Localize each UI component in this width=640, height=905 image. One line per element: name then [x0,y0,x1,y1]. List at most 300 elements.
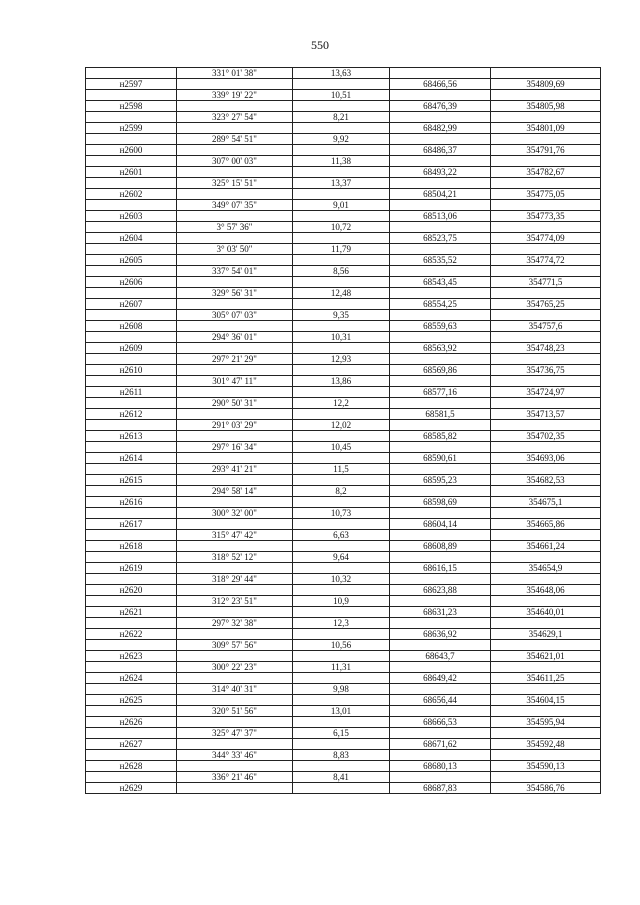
empty-cell [86,772,177,783]
segment-row [86,156,601,167]
y-coordinate-cell: 354621,01 [491,651,601,662]
segment-row [86,640,601,651]
empty-cell [390,310,491,321]
empty-cell [86,266,177,277]
segment-row [86,684,601,695]
empty-cell [177,101,293,112]
empty-cell [390,640,491,651]
empty-cell [390,90,491,101]
empty-cell [491,222,601,233]
empty-cell [86,464,177,475]
empty-cell [86,200,177,211]
direction-angle-cell: 349° 07' 35" [177,200,293,211]
empty-cell [177,409,293,420]
point-row [86,431,601,442]
y-coordinate-cell: 354809,69 [491,79,601,90]
empty-cell [491,706,601,717]
point-id-cell: н2614 [86,453,177,464]
segment-row [86,618,601,629]
length-cell: 10,31 [293,332,390,343]
x-coordinate-cell: 68687,83 [390,783,491,794]
length-cell: 9,35 [293,310,390,321]
point-row [86,453,601,464]
empty-cell [177,123,293,134]
empty-cell [293,189,390,200]
x-coordinate-cell: 68656,44 [390,695,491,706]
point-id-cell: н2600 [86,145,177,156]
empty-cell [86,684,177,695]
empty-cell [390,728,491,739]
empty-cell [293,233,390,244]
segment-row [86,750,601,761]
x-coordinate-cell: 68585,82 [390,431,491,442]
empty-cell [293,761,390,772]
point-row [86,123,601,134]
empty-cell [177,343,293,354]
point-id-cell: н2598 [86,101,177,112]
empty-cell [293,123,390,134]
empty-cell [491,398,601,409]
length-cell: 9,98 [293,684,390,695]
empty-cell [390,574,491,585]
y-coordinate-cell: 354774,72 [491,255,601,266]
empty-cell [86,134,177,145]
y-coordinate-cell: 354736,75 [491,365,601,376]
y-coordinate-cell: 354654,9 [491,563,601,574]
segment-row [86,442,601,453]
point-id-cell: н2602 [86,189,177,200]
point-row [86,145,601,156]
empty-cell [491,310,601,321]
direction-angle-cell: 318° 52' 12" [177,552,293,563]
x-coordinate-cell: 68581,5 [390,409,491,420]
empty-cell [293,321,390,332]
point-row [86,783,601,794]
point-row [86,607,601,618]
point-id-cell: н2597 [86,79,177,90]
x-coordinate-cell: 68504,21 [390,189,491,200]
segment-row [86,706,601,717]
y-coordinate-cell: 354748,23 [491,343,601,354]
x-coordinate-cell: 68559,63 [390,321,491,332]
y-coordinate-cell: 354661,24 [491,541,601,552]
empty-cell [491,640,601,651]
empty-cell [491,662,601,673]
length-cell: 10,9 [293,596,390,607]
y-coordinate-cell: 354782,67 [491,167,601,178]
y-coordinate-cell: 354775,05 [491,189,601,200]
x-coordinate-cell: 68543,45 [390,277,491,288]
x-coordinate-cell: 68466,56 [390,79,491,90]
length-cell: 10,73 [293,508,390,519]
x-coordinate-cell: 68563,92 [390,343,491,354]
empty-cell [86,552,177,563]
direction-angle-cell: 325° 47' 37" [177,728,293,739]
point-row [86,299,601,310]
length-cell: 8,83 [293,750,390,761]
point-row [86,255,601,266]
x-coordinate-cell: 68569,86 [390,365,491,376]
empty-cell [390,596,491,607]
empty-cell [390,772,491,783]
empty-cell [491,156,601,167]
x-coordinate-cell: 68523,75 [390,233,491,244]
empty-cell [491,508,601,519]
y-coordinate-cell: 354675,1 [491,497,601,508]
empty-cell [491,354,601,365]
empty-cell [177,365,293,376]
y-coordinate-cell: 354592,48 [491,739,601,750]
empty-cell [293,453,390,464]
empty-cell [390,530,491,541]
point-row [86,365,601,376]
length-cell: 10,72 [293,222,390,233]
empty-cell [177,607,293,618]
length-cell: 13,63 [293,68,390,79]
empty-cell [86,420,177,431]
length-cell: 10,45 [293,442,390,453]
segment-row [86,728,601,739]
empty-cell [491,442,601,453]
point-row [86,387,601,398]
y-coordinate-cell: 354586,76 [491,783,601,794]
segment-row [86,222,601,233]
empty-cell [177,189,293,200]
point-id-cell: н2607 [86,299,177,310]
empty-cell [177,475,293,486]
direction-angle-cell: 300° 32' 00" [177,508,293,519]
empty-cell [177,79,293,90]
point-row [86,321,601,332]
direction-angle-cell: 3° 57' 36" [177,222,293,233]
empty-cell [491,596,601,607]
point-id-cell: н2617 [86,519,177,530]
length-cell: 8,41 [293,772,390,783]
coordinates-table-body [86,68,601,794]
point-id-cell: н2620 [86,585,177,596]
empty-cell [293,145,390,156]
point-row [86,79,601,90]
empty-cell [390,332,491,343]
point-row [86,541,601,552]
segment-row [86,530,601,541]
empty-cell [293,629,390,640]
empty-cell [491,134,601,145]
empty-cell [86,112,177,123]
empty-cell [390,354,491,365]
empty-cell [390,618,491,629]
page-number: 550 [311,38,329,52]
point-id-cell: н2622 [86,629,177,640]
point-row [86,761,601,772]
y-coordinate-cell: 354791,76 [491,145,601,156]
point-id-cell: н2606 [86,277,177,288]
x-coordinate-cell: 68598,69 [390,497,491,508]
point-row [86,717,601,728]
empty-cell [86,288,177,299]
y-coordinate-cell: 354640,01 [491,607,601,618]
empty-cell [86,750,177,761]
length-cell: 12,48 [293,288,390,299]
empty-cell [293,101,390,112]
y-coordinate-cell: 354702,35 [491,431,601,442]
x-coordinate-cell: 68595,23 [390,475,491,486]
empty-cell [293,365,390,376]
segment-row [86,332,601,343]
empty-cell [293,563,390,574]
empty-cell [177,277,293,288]
point-id-cell: н2613 [86,431,177,442]
empty-cell [293,541,390,552]
direction-angle-cell: 290° 50' 31" [177,398,293,409]
empty-cell [491,618,601,629]
empty-cell [390,706,491,717]
empty-cell [86,618,177,629]
y-coordinate-cell: 354693,06 [491,453,601,464]
empty-cell [390,662,491,673]
x-coordinate-cell: 68631,23 [390,607,491,618]
direction-angle-cell: 307° 00' 03" [177,156,293,167]
empty-cell [390,244,491,255]
x-coordinate-cell: 68643,7 [390,651,491,662]
y-coordinate-cell: 354774,09 [491,233,601,244]
direction-angle-cell: 305° 07' 03" [177,310,293,321]
empty-cell [293,431,390,442]
empty-cell [491,376,601,387]
x-coordinate-cell: 68590,61 [390,453,491,464]
empty-cell [177,519,293,530]
empty-cell [86,354,177,365]
segment-row [86,398,601,409]
direction-angle-cell: 312° 23' 51" [177,596,293,607]
x-coordinate-cell: 68482,99 [390,123,491,134]
empty-cell [177,563,293,574]
segment-row [86,552,601,563]
y-coordinate-cell: 354771,5 [491,277,601,288]
segment-row [86,178,601,189]
point-row [86,409,601,420]
y-coordinate-cell: 354648,06 [491,585,601,596]
direction-angle-cell: 289° 54' 51" [177,134,293,145]
empty-cell [177,541,293,552]
segment-row [86,376,601,387]
x-coordinate-cell: 68680,13 [390,761,491,772]
segment-row [86,266,601,277]
y-coordinate-cell: 354682,53 [491,475,601,486]
empty-cell [177,145,293,156]
empty-cell [390,442,491,453]
length-cell: 11,79 [293,244,390,255]
segment-row [86,574,601,585]
empty-cell [293,519,390,530]
empty-cell [390,376,491,387]
length-cell: 10,51 [293,90,390,101]
empty-cell [491,464,601,475]
point-id-cell: н2611 [86,387,177,398]
x-coordinate-cell: 68608,89 [390,541,491,552]
point-id-cell: н2629 [86,783,177,794]
direction-angle-cell: 294° 36' 01" [177,332,293,343]
x-coordinate-cell: 68604,14 [390,519,491,530]
length-cell: 10,56 [293,640,390,651]
direction-angle-cell: 329° 56' 31" [177,288,293,299]
empty-cell [491,90,601,101]
empty-cell [293,497,390,508]
segment-row [86,354,601,365]
y-coordinate-cell: 354713,57 [491,409,601,420]
empty-cell [293,387,390,398]
length-cell: 10,32 [293,574,390,585]
empty-cell [86,398,177,409]
empty-cell [390,266,491,277]
x-coordinate-cell: 68616,15 [390,563,491,574]
empty-cell [86,178,177,189]
empty-cell [491,552,601,563]
empty-cell [491,266,601,277]
empty-cell [293,475,390,486]
empty-cell [86,310,177,321]
empty-cell [390,552,491,563]
segment-row [86,200,601,211]
empty-cell [390,684,491,695]
empty-cell [86,90,177,101]
point-id-cell: н2605 [86,255,177,266]
direction-angle-cell: 325° 15' 51" [177,178,293,189]
point-id-cell: н2628 [86,761,177,772]
direction-angle-cell: 301° 47' 11" [177,376,293,387]
point-id-cell: н2625 [86,695,177,706]
direction-angle-cell: 339° 19' 22" [177,90,293,101]
empty-cell [293,211,390,222]
length-cell: 11,31 [293,662,390,673]
point-row [86,585,601,596]
empty-cell [491,530,601,541]
point-id-cell: н2616 [86,497,177,508]
empty-cell [293,409,390,420]
length-cell: 13,37 [293,178,390,189]
empty-cell [293,783,390,794]
empty-cell [86,486,177,497]
empty-cell [491,112,601,123]
empty-cell [177,299,293,310]
empty-cell [390,420,491,431]
y-coordinate-cell: 354665,86 [491,519,601,530]
empty-cell [390,222,491,233]
direction-angle-cell: 314° 40' 31" [177,684,293,695]
empty-cell [86,68,177,79]
direction-angle-cell: 3° 03' 50" [177,244,293,255]
point-id-cell: н2621 [86,607,177,618]
empty-cell [491,68,601,79]
empty-cell [293,585,390,596]
y-coordinate-cell: 354801,09 [491,123,601,134]
empty-cell [86,332,177,343]
direction-angle-cell: 300° 22' 23" [177,662,293,673]
empty-cell [491,486,601,497]
direction-angle-cell: 337° 54' 01" [177,266,293,277]
segment-row [86,134,601,145]
empty-cell [177,739,293,750]
empty-cell [177,695,293,706]
empty-cell [491,332,601,343]
direction-angle-cell: 336° 21' 46" [177,772,293,783]
empty-cell [177,651,293,662]
y-coordinate-cell: 354757,6 [491,321,601,332]
point-row [86,233,601,244]
y-coordinate-cell: 354595,94 [491,717,601,728]
empty-cell [86,442,177,453]
direction-angle-cell: 297° 32' 38" [177,618,293,629]
empty-cell [177,761,293,772]
point-id-cell: н2608 [86,321,177,332]
empty-cell [177,321,293,332]
empty-cell [491,684,601,695]
coordinates-table [85,67,601,794]
empty-cell [491,178,601,189]
empty-cell [293,255,390,266]
point-id-cell: н2623 [86,651,177,662]
empty-cell [177,211,293,222]
x-coordinate-cell: 68666,53 [390,717,491,728]
empty-cell [390,134,491,145]
point-id-cell: н2612 [86,409,177,420]
empty-cell [177,497,293,508]
empty-cell [177,783,293,794]
empty-cell [86,728,177,739]
empty-cell [177,431,293,442]
empty-cell [86,574,177,585]
x-coordinate-cell: 68486,37 [390,145,491,156]
y-coordinate-cell: 354590,13 [491,761,601,772]
point-id-cell: н2601 [86,167,177,178]
length-cell: 12,02 [293,420,390,431]
point-id-cell: н2626 [86,717,177,728]
empty-cell [86,156,177,167]
segment-row [86,288,601,299]
x-coordinate-cell: 68649,42 [390,673,491,684]
empty-cell [491,244,601,255]
empty-cell [390,464,491,475]
point-row [86,673,601,684]
empty-cell [177,629,293,640]
length-cell: 12,2 [293,398,390,409]
x-coordinate-cell: 68636,92 [390,629,491,640]
empty-cell [293,79,390,90]
y-coordinate-cell: 354773,35 [491,211,601,222]
point-id-cell: н2618 [86,541,177,552]
point-row [86,695,601,706]
direction-angle-cell: 297° 16' 34" [177,442,293,453]
x-coordinate-cell: 68476,39 [390,101,491,112]
empty-cell [491,772,601,783]
direction-angle-cell: 293° 41' 21" [177,464,293,475]
y-coordinate-cell: 354805,98 [491,101,601,112]
direction-angle-cell: 323° 27' 54" [177,112,293,123]
empty-cell [390,398,491,409]
x-coordinate-cell: 68577,16 [390,387,491,398]
empty-cell [491,574,601,585]
segment-row [86,420,601,431]
segment-row [86,508,601,519]
empty-cell [177,453,293,464]
direction-angle-cell: 294° 58' 14" [177,486,293,497]
segment-row [86,244,601,255]
length-cell: 9,01 [293,200,390,211]
point-id-cell: н2599 [86,123,177,134]
length-cell: 11,38 [293,156,390,167]
empty-cell [390,112,491,123]
point-row [86,211,601,222]
